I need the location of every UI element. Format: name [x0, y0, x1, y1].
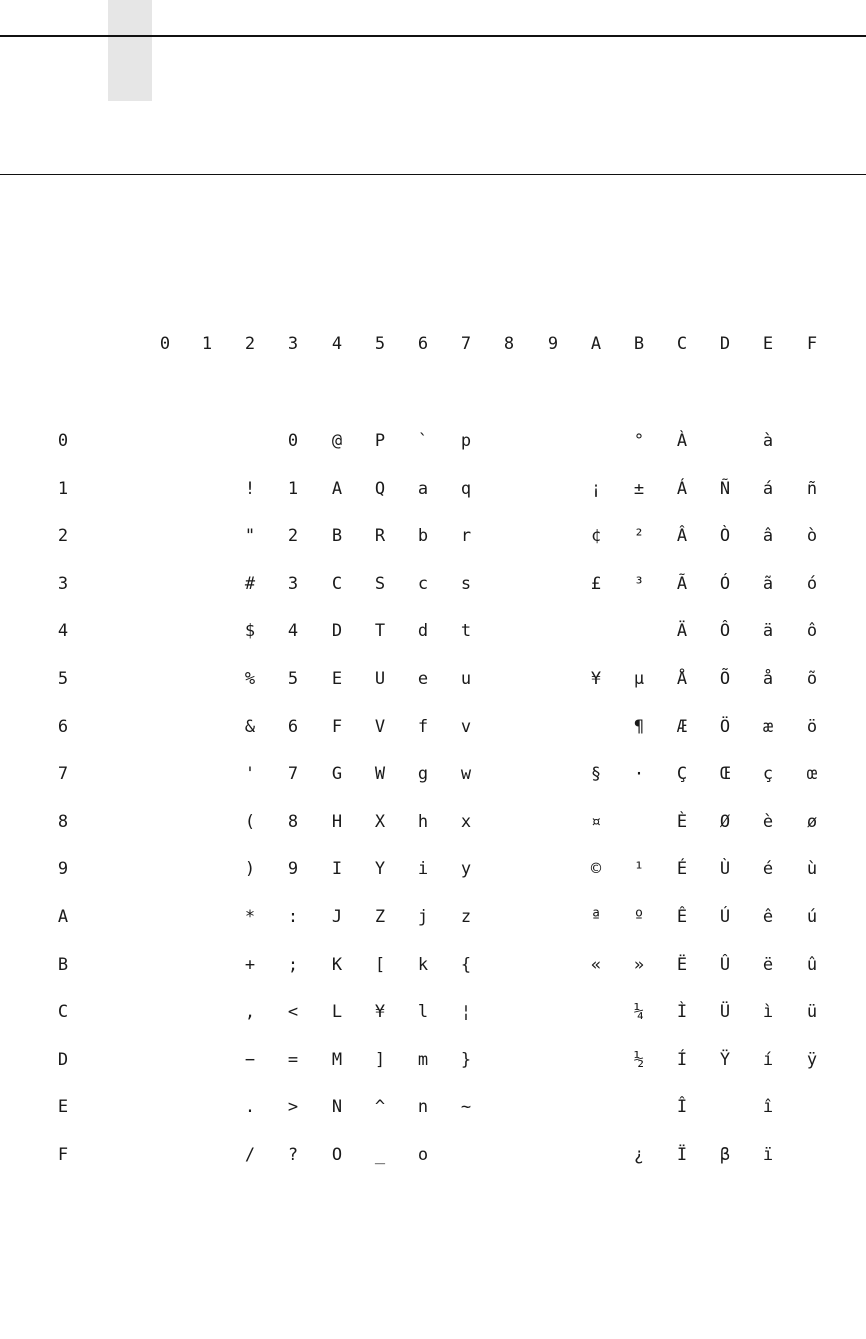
char-cell: ó — [806, 573, 818, 594]
column-header: 8 — [503, 334, 515, 354]
char-cell: · — [633, 764, 645, 785]
char-cell: b — [417, 526, 429, 547]
column-header: 9 — [547, 334, 559, 354]
column-header: A — [590, 334, 602, 354]
char-cell: ê — [762, 907, 774, 927]
char-cell: % — [244, 669, 256, 689]
row-header: A — [57, 907, 69, 927]
char-cell: 8 — [287, 811, 299, 832]
char-cell: Ö — [719, 716, 731, 737]
char-cell: î — [762, 1097, 774, 1118]
char-cell: D — [331, 621, 343, 642]
row-header: 9 — [57, 859, 69, 880]
char-cell: ¡ — [590, 478, 602, 499]
char-cell: ¢ — [590, 526, 602, 547]
column-header: 1 — [201, 334, 213, 354]
char-cell: − — [244, 1049, 256, 1070]
char-cell: ¤ — [590, 811, 602, 832]
char-cell: u — [460, 669, 472, 689]
char-cell: Ë — [676, 954, 688, 975]
column-header: 3 — [287, 334, 299, 354]
char-cell: g — [417, 764, 429, 785]
char-cell: µ — [633, 669, 645, 689]
char-cell: ) — [244, 859, 256, 880]
char-cell: ¦ — [460, 1002, 472, 1023]
char-cell: É — [676, 859, 688, 880]
row-header: 1 — [57, 478, 69, 499]
char-cell: l — [417, 1002, 429, 1023]
char-cell: z — [460, 907, 472, 927]
char-cell: Ÿ — [719, 1049, 731, 1070]
char-cell: ` — [417, 431, 429, 451]
column-header: B — [633, 334, 645, 354]
char-cell: $ — [244, 621, 256, 642]
char-cell: Ç — [676, 764, 688, 785]
header-rule — [0, 174, 866, 175]
row-header: 0 — [57, 431, 69, 451]
row-header: 7 — [57, 764, 69, 785]
char-cell: X — [374, 811, 386, 832]
char-cell: β — [719, 1145, 731, 1165]
char-cell: 3 — [287, 573, 299, 594]
char-cell: y — [460, 859, 472, 880]
char-cell: : — [287, 907, 299, 927]
char-cell: å — [762, 669, 774, 689]
char-cell: W — [374, 764, 386, 785]
char-cell: Î — [676, 1097, 688, 1118]
row-header: 3 — [57, 573, 69, 594]
char-cell: ã — [762, 573, 774, 594]
char-cell: ³ — [633, 573, 645, 594]
column-header: 6 — [417, 334, 429, 354]
char-cell: R — [374, 526, 386, 547]
char-cell: Ñ — [719, 478, 731, 499]
char-cell: Z — [374, 907, 386, 927]
char-cell: T — [374, 621, 386, 642]
char-cell: L — [331, 1002, 343, 1023]
char-cell: ü — [806, 1002, 818, 1023]
char-cell: [ — [374, 954, 386, 975]
char-cell: Ô — [719, 621, 731, 642]
column-header: D — [719, 334, 731, 354]
char-cell: K — [331, 954, 343, 975]
char-cell: £ — [590, 573, 602, 594]
char-cell: ø — [806, 811, 818, 832]
char-cell: © — [590, 859, 602, 880]
char-cell: * — [244, 907, 256, 927]
char-cell: v — [460, 716, 472, 737]
char-cell: ± — [633, 478, 645, 499]
char-cell: d — [417, 621, 429, 642]
char-cell: œ — [806, 764, 818, 785]
char-cell: ñ — [806, 478, 818, 499]
char-cell: ë — [762, 954, 774, 975]
row-header: C — [57, 1002, 69, 1023]
char-cell: 7 — [287, 764, 299, 785]
char-cell: Ù — [719, 859, 731, 880]
char-cell: e — [417, 669, 429, 689]
char-cell: = — [287, 1049, 299, 1070]
char-cell: ] — [374, 1049, 386, 1070]
char-cell: æ — [762, 716, 774, 737]
char-cell: C — [331, 573, 343, 594]
char-cell: Å — [676, 669, 688, 689]
char-cell: V — [374, 716, 386, 737]
char-cell: ; — [287, 954, 299, 975]
char-cell: « — [590, 954, 602, 975]
char-cell: U — [374, 669, 386, 689]
char-cell: Õ — [719, 669, 731, 689]
row-header: 5 — [57, 669, 69, 689]
char-cell: â — [762, 526, 774, 547]
char-cell: j — [417, 907, 429, 927]
char-cell: N — [331, 1097, 343, 1118]
char-cell: p — [460, 431, 472, 451]
char-cell: È — [676, 811, 688, 832]
char-cell: i — [417, 859, 429, 880]
char-cell: é — [762, 859, 774, 880]
top-rule — [0, 35, 866, 37]
char-cell: r — [460, 526, 472, 547]
char-cell: ° — [633, 431, 645, 451]
char-cell: I — [331, 859, 343, 880]
char-cell: Ò — [719, 526, 731, 547]
char-cell: E — [331, 669, 343, 689]
char-cell: ì — [762, 1002, 774, 1023]
row-header: F — [57, 1145, 69, 1165]
char-cell: ô — [806, 621, 818, 642]
char-cell: 5 — [287, 669, 299, 689]
char-cell: Ó — [719, 573, 731, 594]
char-cell: O — [331, 1145, 343, 1165]
char-cell: ( — [244, 811, 256, 832]
char-cell: Á — [676, 478, 688, 499]
char-cell: ÿ — [806, 1049, 818, 1070]
char-cell: ¶ — [633, 716, 645, 737]
char-cell: a — [417, 478, 429, 499]
char-cell: Ø — [719, 811, 731, 832]
char-cell: 0 — [287, 431, 299, 451]
char-cell: ú — [806, 907, 818, 927]
char-cell: ï — [762, 1145, 774, 1165]
char-cell: í — [762, 1049, 774, 1070]
column-header: 4 — [331, 334, 343, 354]
char-cell: ^ — [374, 1097, 386, 1118]
char-cell: Ï — [676, 1145, 688, 1165]
char-cell: M — [331, 1049, 343, 1070]
char-cell: / — [244, 1145, 256, 1165]
char-cell: ! — [244, 478, 256, 499]
char-cell: 9 — [287, 859, 299, 880]
char-cell: s — [460, 573, 472, 594]
char-cell: o — [417, 1145, 429, 1165]
char-cell: ö — [806, 716, 818, 737]
char-cell: & — [244, 716, 256, 737]
char-cell: Y — [374, 859, 386, 880]
char-cell: f — [417, 716, 429, 737]
char-cell: F — [331, 716, 343, 737]
char-cell: Ã — [676, 573, 688, 594]
char-cell: Æ — [676, 716, 688, 737]
char-cell: q — [460, 478, 472, 499]
char-cell: 1 — [287, 478, 299, 499]
char-cell: è — [762, 811, 774, 832]
char-cell: ª — [590, 907, 602, 927]
char-cell: ? — [287, 1145, 299, 1165]
char-cell: > — [287, 1097, 299, 1118]
row-header: 2 — [57, 526, 69, 547]
row-header: B — [57, 954, 69, 975]
char-cell: º — [633, 907, 645, 927]
column-header: C — [676, 334, 688, 354]
char-cell: k — [417, 954, 429, 975]
char-cell: A — [331, 478, 343, 499]
char-cell: Œ — [719, 764, 731, 785]
char-cell: ç — [762, 764, 774, 785]
char-cell: 4 — [287, 621, 299, 642]
column-header: 2 — [244, 334, 256, 354]
char-cell: m — [417, 1049, 429, 1070]
row-header: D — [57, 1049, 69, 1070]
char-cell: Â — [676, 526, 688, 547]
char-cell: » — [633, 954, 645, 975]
char-cell: á — [762, 478, 774, 499]
char-cell: + — [244, 954, 256, 975]
char-cell: ~ — [460, 1097, 472, 1118]
chapter-tab — [108, 0, 152, 101]
char-cell: û — [806, 954, 818, 975]
char-cell: Í — [676, 1049, 688, 1070]
char-cell: ò — [806, 526, 818, 547]
char-cell: õ — [806, 669, 818, 689]
row-header: 8 — [57, 811, 69, 832]
char-cell: § — [590, 764, 602, 785]
char-cell: Ú — [719, 907, 731, 927]
char-cell: À — [676, 431, 688, 451]
column-header: 5 — [374, 334, 386, 354]
char-cell: } — [460, 1049, 472, 1070]
char-cell: x — [460, 811, 472, 832]
char-cell: Ê — [676, 907, 688, 927]
char-cell: ¹ — [633, 859, 645, 880]
column-header: 0 — [159, 334, 171, 354]
char-cell: Q — [374, 478, 386, 499]
char-cell: ' — [244, 764, 256, 785]
row-header: 4 — [57, 621, 69, 642]
column-header: 7 — [460, 334, 472, 354]
char-cell: B — [331, 526, 343, 547]
char-cell: Ì — [676, 1002, 688, 1023]
char-cell: @ — [331, 431, 343, 451]
char-cell: Û — [719, 954, 731, 975]
char-cell: _ — [374, 1145, 386, 1165]
char-cell: ² — [633, 526, 645, 547]
char-cell: J — [331, 907, 343, 927]
char-cell: G — [331, 764, 343, 785]
char-cell: ¿ — [633, 1145, 645, 1165]
char-cell: ä — [762, 621, 774, 642]
char-cell: H — [331, 811, 343, 832]
char-cell: h — [417, 811, 429, 832]
char-cell: ½ — [633, 1049, 645, 1070]
char-cell: 6 — [287, 716, 299, 737]
char-cell: # — [244, 573, 256, 594]
char-cell: à — [762, 431, 774, 451]
column-header: F — [806, 334, 818, 354]
char-cell: , — [244, 1002, 256, 1023]
row-header: 6 — [57, 716, 69, 737]
char-cell: S — [374, 573, 386, 594]
char-cell: ¥ — [590, 669, 602, 689]
char-cell: Ä — [676, 621, 688, 642]
char-cell: n — [417, 1097, 429, 1118]
char-cell: P — [374, 431, 386, 451]
char-cell: Ü — [719, 1002, 731, 1023]
char-cell: . — [244, 1097, 256, 1118]
char-cell: " — [244, 526, 256, 547]
char-cell: t — [460, 621, 472, 642]
char-cell: 2 — [287, 526, 299, 547]
column-header: E — [762, 334, 774, 354]
char-cell: ¥ — [374, 1002, 386, 1023]
char-cell: { — [460, 954, 472, 975]
row-header: E — [57, 1097, 69, 1118]
char-cell: w — [460, 764, 472, 785]
char-cell: ù — [806, 859, 818, 880]
char-cell: ¼ — [633, 1002, 645, 1023]
char-cell: < — [287, 1002, 299, 1023]
char-cell: c — [417, 573, 429, 594]
